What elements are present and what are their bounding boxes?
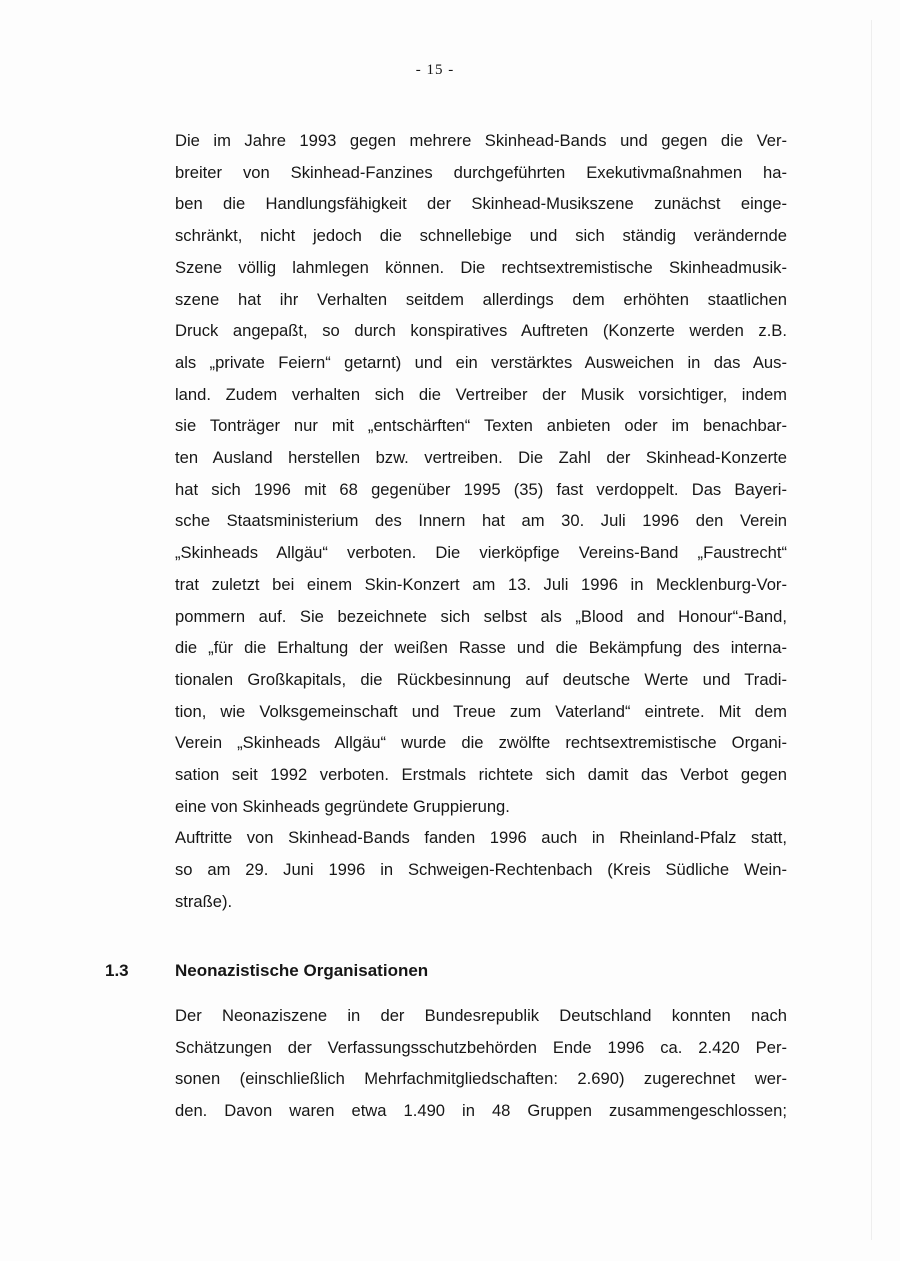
text-line: sie Tonträger nur mit „entschärften“ Texten anbieten oder im benachbar- <box>175 416 787 436</box>
page-number: - 15 - <box>415 62 455 78</box>
text-line: Schätzungen der Verfassungsschutzbehörden Ende 1996 ca. 2.420 Per- <box>175 1037 787 1057</box>
text-line: Druck angepaßt, so durch konspiratives Auftreten (Konzerte werden z.B. <box>175 321 787 341</box>
section-number: 1.3 <box>105 961 129 980</box>
text-line: Der Neonaziszene in der Bundesrepublik Deutschland konnten nach <box>175 1006 787 1025</box>
text-line: breiter von Skinhead-Fanzines durchgeführten Exekutivmaßnahmen ha- <box>175 162 787 182</box>
text-line: pommern auf. Sie bezeichnete sich selbst als „Blood and Honour“-Band, <box>175 606 787 626</box>
text-line: den. Davon waren etwa 1.490 in 48 Gruppen zusammengeschlossen; <box>175 1101 787 1121</box>
text-line: als „private Feiern“ getarnt) und ein verstärktes Ausweichen in das Aus- <box>175 352 787 372</box>
text-line: hat sich 1996 mit 68 gegenüber 1995 (35) fast verdoppelt. Das Bayeri- <box>175 479 787 499</box>
text-line: land. Zudem verhalten sich die Vertreiber der Musik vorsichtiger, indem <box>175 384 787 404</box>
text-line: „Skinheads Allgäu“ verboten. Die vierköpfige Vereins-Band „Faustrecht“ <box>175 543 787 563</box>
scan-edge-shadow <box>871 20 872 1240</box>
text-block-neonazi <box>175 1000 787 1127</box>
text-line: schränkt, nicht jedoch die schnellebige und sich ständig verändernde <box>175 226 787 246</box>
text-line: sonen (einschließlich Mehrfachmitgliedschaften: 2.690) zugerechnet wer- <box>175 1069 787 1089</box>
section-title: Neonazistische Organisationen <box>175 961 429 980</box>
text-line: tion, wie Volksgemeinschaft und Treue zum Vaterland“ eintrete. Mit dem <box>175 701 787 721</box>
text-line: Szene völlig lahmlegen können. Die rechtsextremistische Skinheadmusik- <box>175 257 787 277</box>
text-line: sche Staatsministerium des Innern hat am 30. Juli 1996 den Verein <box>175 511 787 531</box>
text-block-skinhead-music <box>175 125 787 918</box>
paragraph-rheinland-pfalz <box>175 822 787 917</box>
text-line: tionalen Großkapitals, die Rückbesinnung auf deutsche Werte und Tradi- <box>175 669 787 689</box>
text-line: trat zuletzt bei einem Skin-Konzert am 13. Juli 1996 in Mecklenburg-Vor- <box>175 574 787 594</box>
text-line: Verein „Skinheads Allgäu“ wurde die zwölfte rechtsextremistische Organi- <box>175 733 787 753</box>
text-line: szene hat ihr Verhalten seitdem allerdings dem erhöhten staatlichen <box>175 289 787 309</box>
text-line: straße). <box>175 891 233 911</box>
text-line: ben die Handlungsfähigkeit der Skinhead-Musikszene zunächst einge- <box>175 194 787 214</box>
text-line: eine von Skinheads gegründete Gruppierung. <box>175 796 510 816</box>
paragraph-skinhead-music <box>175 125 787 822</box>
text-line: sation seit 1992 verboten. Erstmals richtete sich damit das Verbot gegen <box>175 765 787 785</box>
text-line: Die im Jahre 1993 gegen mehrere Skinhead-Bands und gegen die Ver- <box>175 131 787 150</box>
text-line: die „für die Erhaltung der weißen Rasse und die Bekämpfung des interna- <box>175 638 787 658</box>
paragraph-neonazi-scene <box>175 1000 787 1127</box>
text-line: ten Ausland herstellen bzw. vertreiben. Die Zahl der Skinhead-Konzerte <box>175 448 787 468</box>
text-line: Auftritte von Skinhead-Bands fanden 1996 auch in Rheinland-Pfalz statt, <box>175 828 787 848</box>
text-line: so am 29. Juni 1996 in Schweigen-Rechtenbach (Kreis Südliche Wein- <box>175 860 787 880</box>
